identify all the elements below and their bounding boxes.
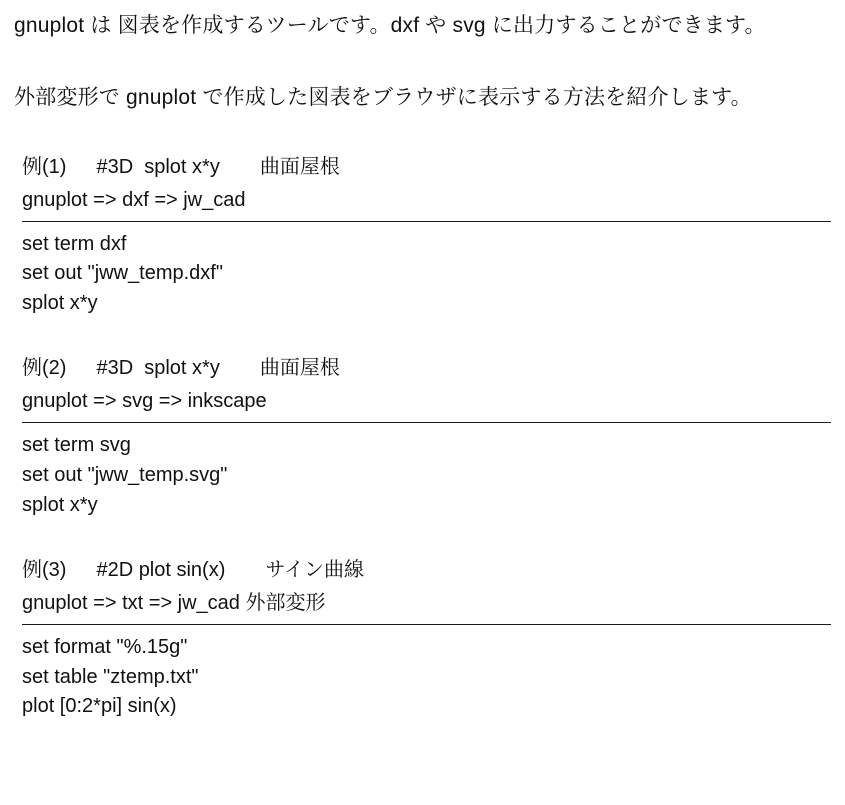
example-heading: 例(1) #3D splot x*y 曲面屋根 — [22, 155, 340, 178]
example-heading: 例(2) #3D splot x*y 曲面屋根 — [22, 357, 340, 380]
code-line: set table "ztemp.txt" — [22, 665, 199, 688]
code-line: set out "jww_temp.dxf" — [22, 262, 223, 285]
code-line: set format "%.15g" — [22, 636, 188, 659]
example-block-3 — [22, 556, 831, 722]
example-flow: gnuplot => txt => jw_cad 外部変形 — [22, 592, 326, 615]
example-block-2 — [22, 354, 831, 520]
example-flow: gnuplot => dxf => jw_cad — [22, 188, 246, 211]
example-code-block — [22, 431, 831, 520]
code-line: set term dxf — [22, 232, 127, 255]
code-line: splot x*y — [22, 493, 98, 516]
code-line: plot [0:2*pi] sin(x) — [22, 695, 177, 718]
examples-container — [14, 153, 831, 722]
code-line: splot x*y — [22, 291, 98, 314]
code-line: set out "jww_temp.svg" — [22, 464, 228, 487]
intro-paragraph-1: gnuplot は 図表を作成するツールです。dxf や svg に出力することができます。 — [14, 14, 766, 37]
example-block-1 — [22, 153, 831, 319]
section-divider — [22, 221, 831, 222]
example-code-block — [22, 633, 831, 722]
section-divider — [22, 624, 831, 625]
example-flow: gnuplot => svg => inkscape — [22, 390, 267, 413]
code-line: set term svg — [22, 434, 131, 457]
section-divider — [22, 422, 831, 423]
example-heading: 例(3) #2D plot sin(x) サイン曲線 — [22, 559, 364, 582]
intro-paragraph-2: 外部変形で gnuplot で作成した図表をブラウザに表示する方法を紹介します。 — [14, 86, 752, 110]
example-code-block — [22, 230, 831, 319]
